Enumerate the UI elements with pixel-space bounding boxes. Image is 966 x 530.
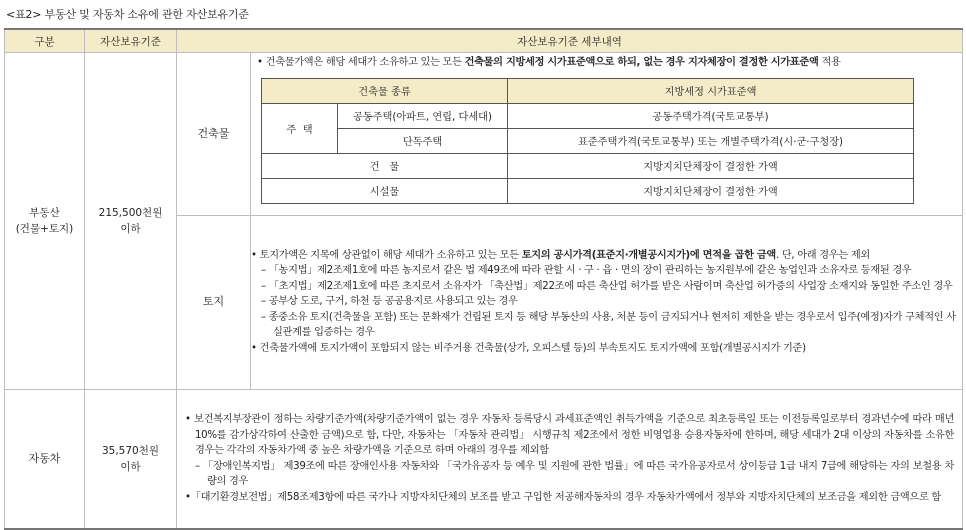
building-type-row: 단독주택 (338, 128, 508, 153)
realestate-category-sub: (건물+토지) (15, 222, 74, 235)
asset-criteria-table (4, 28, 963, 530)
realestate-threshold: 215,500천원 (98, 206, 163, 219)
table-caption: <표2> 부동산 및 자동차 소유에 관한 자산보유기준 (6, 8, 249, 21)
realestate-threshold-cell (85, 53, 177, 390)
header-details: 자산보유기준 세부내역 (177, 29, 963, 53)
car-threshold-sub: 이하 (120, 460, 141, 473)
car-bullet: • 보건복지부장관이 정하는 차량기준가액(차량기준가액이 없는 경우 자동차 등록당시 과세표준액인 취득가액을 기준으로 최초등록일 또는 이전등록일로부터 경과년수에 따라 매년 10%를 감가상각하여 산출한 금액)으로 함, 다만, 자동차는 「자동차 관리법」 시행규칙 제2조에서 정한 비영업용 승용자동차에 한하며, 해당 세대가 2대 이상의 자동차를 소유한 경우는 각각의 자동차가액 중 높은 차량가액을 기준으로 하며 아래의 경우를 제외함 (185, 414, 954, 457)
land-bullet-suffix: . 단, 아래 경우는 제외 (775, 249, 870, 261)
car-category: 자동차 (5, 389, 85, 529)
realestate-threshold-sub: 이하 (120, 222, 141, 235)
building-type-row: 건 물 (262, 153, 508, 178)
land-label: 토지 (177, 215, 251, 389)
building-label: 건축물 (177, 53, 251, 216)
inner-header-standard: 지방세정 시가표준액 (508, 78, 914, 103)
realestate-category: 부동산 (29, 206, 60, 219)
land-exception-item: – 「초지법」제2조제1호에 따른 초지로서 소유자가 「축산법」제22조에 따른 축산업 허가를 받은 사람이며 축산업 허가증의 사업장 소재지와 동일한 주소인 경우 (261, 280, 953, 292)
land-exception-item: – 종중소유 토지(건축물을 포함) 또는 문화재가 건립된 토지 등 해당 부동산의 사용, 처분 등이 금지되거나 현저히 제한을 받는 경우로서 입주(예정)자가 구체적인 사실관계를 입증하는 경우 (261, 311, 956, 339)
building-bullet-text: • 건축물가액은 해당 세대가 소유하고 있는 모든 (257, 57, 465, 68)
header-category: 구분 (5, 29, 85, 53)
car-bullet-2: •「대기환경보전법」제58조제3항에 따른 국가나 지방자치단체의 보조를 받고 구입한 저공해자동차의 경우 자동차가액에서 정부와 지방자치단체의 보조금을 제외한 금액으로 함 (185, 491, 941, 503)
car-details (177, 389, 963, 529)
building-bullet-suffix: 적용 (818, 57, 841, 68)
building-standard-row: 지방지치단체장이 결정한 가액 (508, 153, 914, 178)
header-threshold: 자산보유기준 (85, 29, 177, 53)
building-type-row: 시설물 (262, 178, 508, 203)
building-bullet-bold: 건축물의 지방세정 시가표준액으로 하되, 없는 경우 지자체장이 결정한 시가표준액 (464, 57, 819, 68)
land-bullet-2: • 건축물가액에 토지가액이 포함되지 않는 비주거용 건축물(상가, 오피스텔 등)의 부속토지도 토지가액에 포함(개별공시지가 기준) (251, 342, 806, 354)
building-bullet (257, 55, 962, 71)
building-type-table (261, 78, 914, 204)
land-exception-item: – 공부상 도로, 구거, 하천 등 공공용지로 사용되고 있는 경우 (261, 296, 518, 308)
building-standard-row: 지방지치단체장이 결정한 가액 (508, 178, 914, 203)
building-type-row: 공동주택(아파트, 연립, 다세대) (338, 103, 508, 128)
land-bullet-bold: 토지의 공시가격(표준지·개별공시지가)에 면적을 곱한 금액 (521, 249, 776, 261)
land-details (251, 215, 963, 389)
car-exception-item: – 「장애인복지법」 제39조에 따른 장애인사용 자동차와 「국가유공자 등 예우 및 지원에 관한 법률」에 따른 국가유공자로서 상이등급 1급 내지 7급에 해당하는 자의 보철용 차량의 경우 (195, 460, 954, 488)
house-label: 주 택 (262, 103, 338, 153)
land-bullet-text: • 토지가액은 지목에 상관없이 해당 세대가 소유하고 있는 모든 (251, 249, 522, 261)
land-bullet (251, 248, 962, 264)
car-threshold-cell (85, 389, 177, 529)
realestate-category-cell (5, 53, 85, 390)
building-standard-row: 공동주택가격(국토교통부) (508, 103, 914, 128)
land-exception-item: – 「농지법」제2조제1호에 따른 농지로서 같은 법 제49조에 따라 관할 시 · 구 · 읍 · 면의 장이 관리하는 농지원부에 같은 농업인과 소유자로 등재된 경우 (261, 265, 912, 277)
building-standard-row: 표준주택가격(국토교통부) 또는 개별주택가격(시·군·구청장) (508, 128, 914, 153)
building-details (251, 53, 963, 216)
inner-header-type: 건축물 종류 (262, 78, 508, 103)
car-threshold: 35,570천원 (101, 444, 160, 457)
